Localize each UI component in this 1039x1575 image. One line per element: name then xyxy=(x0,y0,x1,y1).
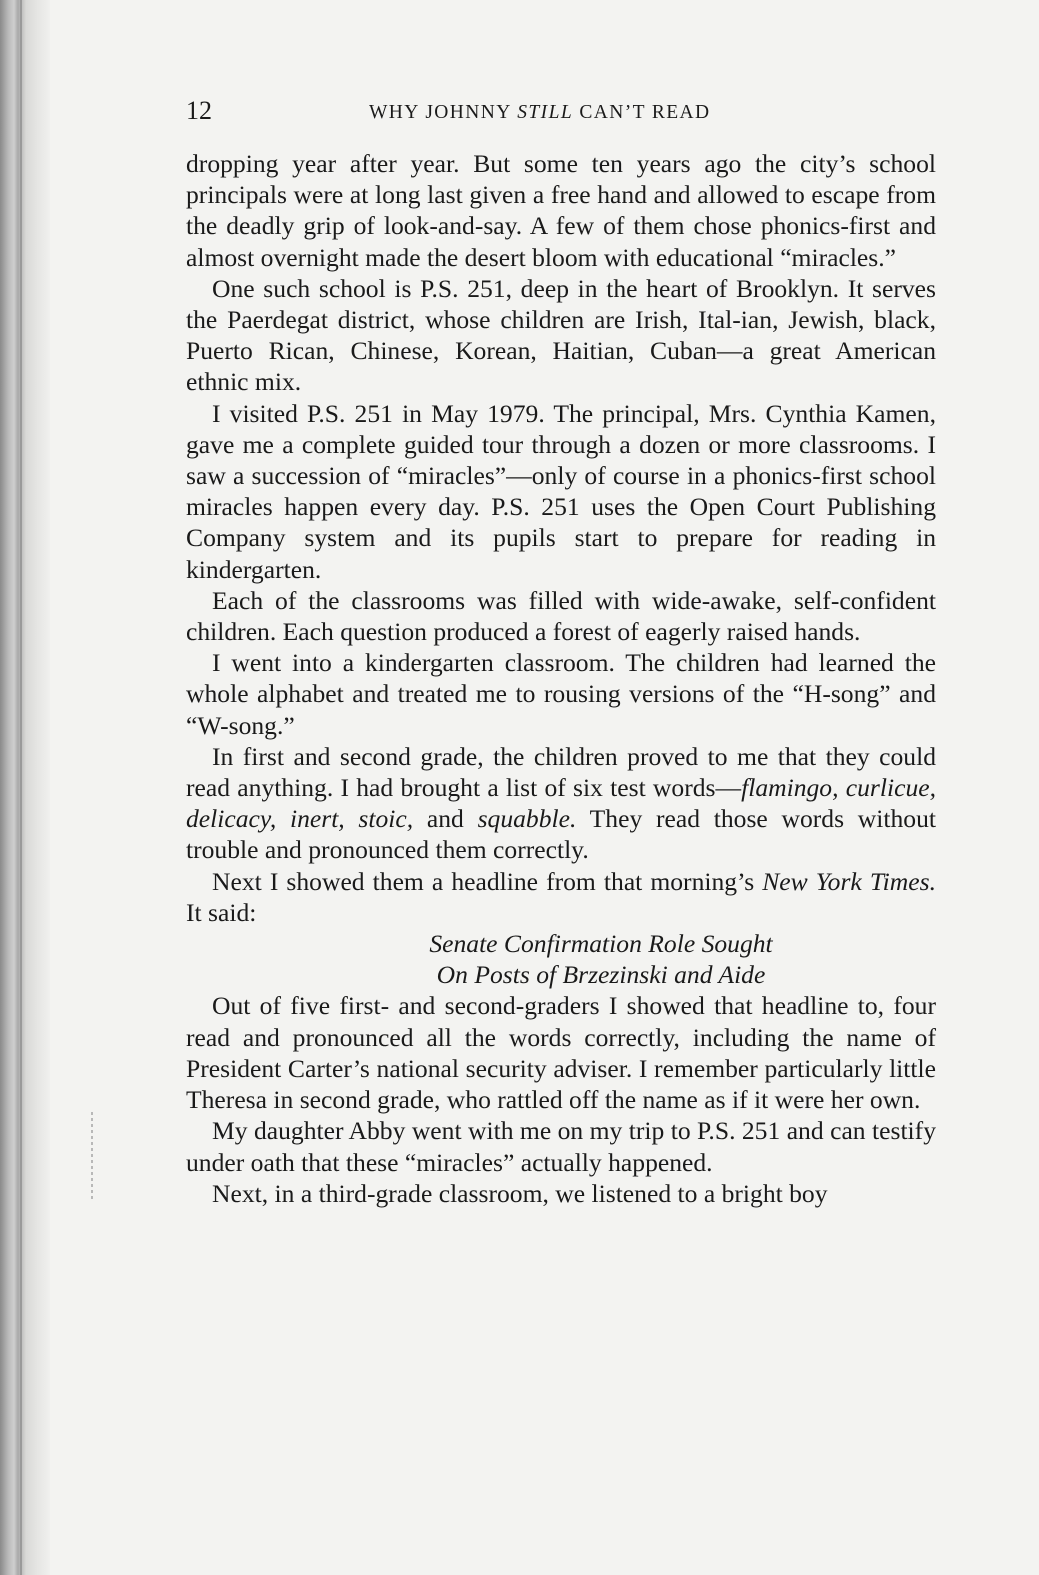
headline-line-2: On Posts of Brzezinski and Aide xyxy=(436,960,766,990)
headline-line-1: Senate Confirmation Role Sought xyxy=(429,929,773,959)
test-words: flamingo, curlicue, delicacy, inert, stoic, xyxy=(186,773,936,834)
page-header xyxy=(186,96,936,132)
paragraph-6-text-b: They read those words without trouble and pronounced them correctly. xyxy=(186,804,936,865)
paragraph-7 xyxy=(186,866,936,928)
margin-pencil-mark xyxy=(91,1112,93,1200)
running-head-pre: WHY JOHNNY xyxy=(369,102,518,123)
paragraph-8: Out of five first- and second-graders I showed that headline to, four read and pronounced all the words correctly, including the name of President Carter’s national security adviser. I remember particularly little Theresa in second grade, who rattled off the name as if it were her own. xyxy=(186,991,936,1115)
book-spine-shadow xyxy=(0,0,50,1575)
quoted-headline xyxy=(186,928,936,990)
running-head-post: CAN’T READ xyxy=(573,102,711,123)
paragraph-4: Each of the classrooms was filled with wide-awake, self-confident children. Each question produced a forest of eagerly raised hands. xyxy=(186,585,936,647)
paragraph-7-text-a: Next I showed them a headline from that morning’s xyxy=(212,866,763,896)
paragraph-2: One such school is P.S. 251, deep in the heart of Brooklyn. It serves the Paerdegat district, whose children are Irish, Ital-ian, Jewish, black, Puerto Rican, Chinese, Korean, Haitian, Cuban—a great American ethnic mix. xyxy=(186,273,936,397)
spine-edge-line xyxy=(20,0,22,1575)
body-text xyxy=(186,148,936,1209)
running-head-italic: STILL xyxy=(517,102,574,123)
paragraph-9: My daughter Abby went with me on my trip to P.S. 251 and can testify under oath that these “miracles” actually happened. xyxy=(186,1116,936,1177)
paragraph-5: I went into a kindergarten classroom. The children had learned the whole alphabet and treated me to rousing versions of the “H-song” and “W-song.” xyxy=(186,648,936,740)
test-word-last: squabble. xyxy=(477,804,577,834)
paragraph-6-text-a: In first and second grade, the children proved to me that they could read anything. I had brought a list of six test words— xyxy=(186,741,936,803)
paragraph-1: dropping year after year. But some ten years ago the city’s school principals were at long last given a free hand and allowed to escape from the deadly grip of look-and-say. A few of them chose phonics-first and almost overnight made the desert bloom with educational “miracles.” xyxy=(186,149,936,272)
paragraph-6 xyxy=(186,741,936,866)
paragraph-7-text-b: It said: xyxy=(186,897,257,927)
paragraph-3: I visited P.S. 251 in May 1979. The principal, Mrs. Cynthia Kamen, gave me a complete guided tour through a dozen or more classrooms. I saw a succession of “miracles”—only of course in a phonics-first school miracles happen every day. P.S. 251 uses the Open Court Publishing Company system and its pupils start to prepare for reading in kindergarten. xyxy=(186,398,936,584)
running-head xyxy=(369,102,711,124)
page-number: 12 xyxy=(186,96,212,125)
newspaper-name: New York Times. xyxy=(762,866,936,896)
paragraph-6-and: and xyxy=(413,804,478,834)
paragraph-10: Next, in a third-grade classroom, we listened to a bright boy xyxy=(212,1178,828,1208)
